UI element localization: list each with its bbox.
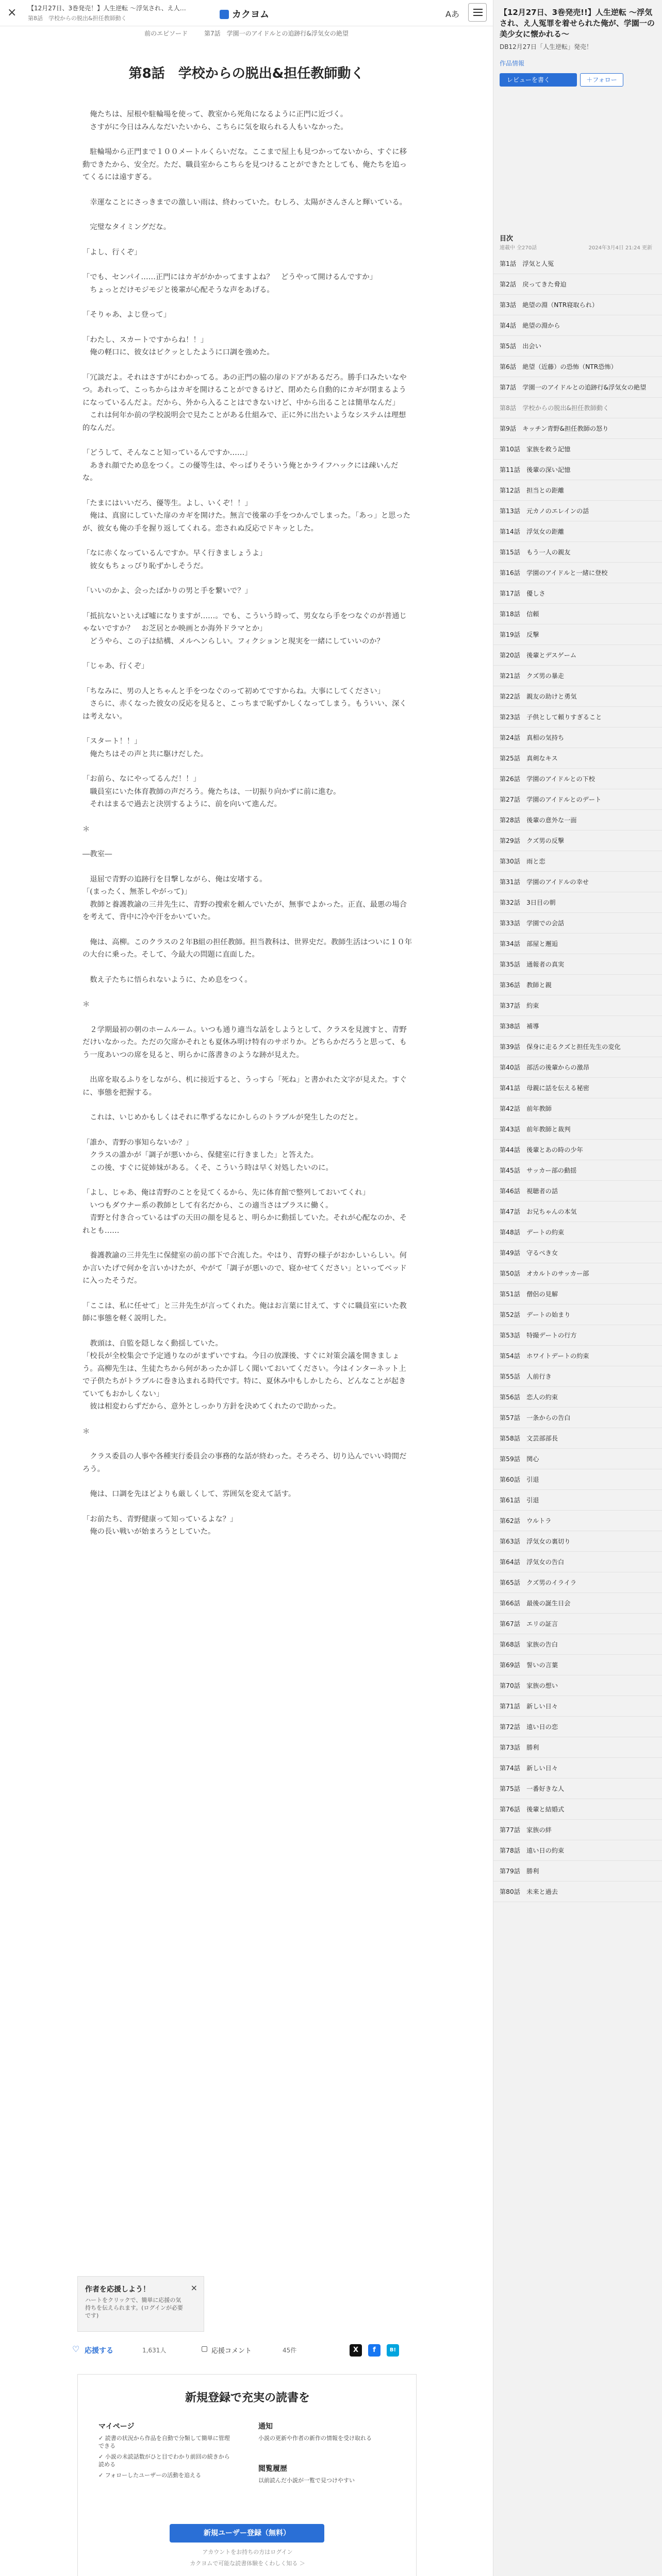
toc-item[interactable]: 第60話 引退: [493, 1469, 662, 1490]
cheer-popup-title: 作者を応援しよう！: [85, 2285, 150, 2294]
paragraph-spacer: [82, 673, 412, 685]
paragraph: ２学期最初の朝のホームルーム。いつも通り適当な話をしようとして、クラスを見渡すと、青野だけいなかった。ただの欠席かそれとも夏休み明け特有のサボりか。どちらかだろうと思って、もう一度あいつの席を見ると、明らかに落書きのような跡が見えた。: [82, 1025, 407, 1059]
paragraph: 「抵抗ないといえば嘘になりますが……。でも、こういう時って、男女なら手をつなぐのが普通じゃないですか？ お芝居とか映画とか海外ドラマとか」: [82, 612, 407, 633]
paragraph-spacer: [82, 836, 412, 848]
toc-item[interactable]: 第8話 学校からの脱出&担任教師動く: [493, 398, 662, 418]
paragraph: 教頭は、自監を隠しなく動揺していた。: [82, 1339, 223, 1348]
episode-title-short: 第8話 学校からの脱出&担任教師動く: [28, 15, 127, 22]
toc-item[interactable]: 第66話 最後の誕生日会: [493, 1593, 662, 1614]
paragraph-spacer: [82, 1287, 412, 1300]
mypage-feature-1: ✓ 読書の状況から作品を自動で分類して簡単に管理できる: [98, 2435, 230, 2449]
toc-item[interactable]: 第13話 元カノのエレインの話: [493, 501, 662, 521]
toc-item[interactable]: 第46話 視聴者の話: [493, 1181, 662, 1201]
toc-item[interactable]: 第12話 担当との距離: [493, 480, 662, 501]
toc-item[interactable]: 第49話 守るべき女: [493, 1243, 662, 1263]
paragraph-spacer: [82, 1413, 412, 1426]
login-link[interactable]: アカウントをお持ちの方はログイン: [202, 2549, 293, 2555]
paragraph: 「なに赤くなっているんですか。早く行きましょうよ」: [82, 549, 267, 557]
font-size-button[interactable]: Aあ: [445, 9, 459, 19]
toc-item[interactable]: 第63話 浮気女の裏切り: [493, 1531, 662, 1552]
paragraph: 出席を取るふりをしながら、机に接近すると、うっすら「死ね」と書かれた文字が見えた。すぐに、事態を把握する。: [82, 1076, 407, 1097]
paragraph-spacer: [82, 296, 412, 309]
paragraph: 教師と養護教諭の三井先生に、青野の捜索を頼んでいたが、無事でよかった。正直、最悪の場合を考えて、背中に冷や汗をかいていた。: [82, 900, 407, 921]
paragraph: さすがに今日はみんなだいたいから、こちらに気を取られる人もいなかった。: [82, 123, 348, 131]
toc-item[interactable]: 第48話 デートの約束: [493, 1222, 662, 1243]
paragraph: あきれ顔でため息をつく。この優等生は、やっぱりそういう俺とかライフハックには疎いんだな。: [82, 461, 399, 482]
paragraph: 「でも、センパイ……正門にはカギがかかってますよね？ どうやって開けるんですか」: [82, 273, 377, 281]
paragraph: 「ここは、私に任せて」と三井先生が言ってくれた。俺はお言葉に甘えて、すぐに職員室にいた教師に事態を軽く説明した。: [82, 1301, 407, 1323]
toc-item[interactable]: 第74話 新しい日々: [493, 1758, 662, 1778]
paragraph: 俺は、真窗にしていた扉のカギを開けた。無言で後輩の手をつかんでしまった。「あっ」と思ったが、彼女も俺の手を握り返してくれる。恋されぬ反応でドキッとした。: [82, 512, 411, 533]
toc-item[interactable]: 第45話 サッカー部の動揺: [493, 1160, 662, 1181]
menu-icon[interactable]: [468, 3, 487, 22]
toc-item[interactable]: 第24話 真相の気持ち: [493, 727, 662, 748]
toc-item[interactable]: 第40話 部活の後輩からの激昂: [493, 1057, 662, 1078]
toc-item[interactable]: 第79話 勝利: [493, 1861, 662, 1882]
toc-item[interactable]: 第58話 文芸部部長: [493, 1428, 662, 1449]
paragraph-spacer: [82, 924, 412, 936]
paragraph-spacer: [82, 986, 412, 998]
paragraph-spacer: [82, 1325, 412, 1337]
toc-item[interactable]: 第20話 後輩とデスゲーム: [493, 645, 662, 666]
toc-item[interactable]: 第44話 後輩とあの時の少年: [493, 1140, 662, 1160]
paragraph-spacer: [82, 234, 412, 246]
paragraph: 俺の軽口に、彼女はピクッとしたように口調を強めた。: [82, 348, 274, 357]
breadcrumb: [0, 29, 493, 38]
paragraph: 数え子たちに悟られないように、ため息をつく。: [82, 975, 252, 984]
site-logo[interactable]: カクヨム: [220, 7, 269, 21]
toc-item[interactable]: 第50話 オカルトのサッカー部: [493, 1263, 662, 1284]
toc-item[interactable]: 第35話 通報者の真実: [493, 954, 662, 975]
toc-list: [493, 253, 662, 1902]
more-info-link[interactable]: カクヨムで可能な読書体験をくわしく知る ＞: [190, 2560, 305, 2567]
paragraph-spacer: [82, 961, 412, 974]
toc-item[interactable]: 第27話 学園のアイドルとのデート: [493, 789, 662, 810]
paragraph: 「誰か、青野の事知らないか？」: [82, 1138, 193, 1147]
toc-heading: 目次: [500, 235, 514, 243]
comment-icon: ▢: [201, 2345, 208, 2353]
paragraph: 幸運なことにさっきまでの激しい雨は、終わっていた。むしろ、太陽がさんさんと輝いている。: [82, 198, 407, 207]
toc-item[interactable]: 第56話 恋人の約束: [493, 1387, 662, 1408]
paragraph-spacer: [82, 259, 412, 271]
toc-item[interactable]: 第9話 キッチン青野&担任教師の怒り: [493, 418, 662, 439]
paragraph: 退屈で青野の追跡行を目撃しながら、俺は安堵する。: [82, 875, 267, 884]
toc-item[interactable]: 第14話 浮気女の距離: [493, 521, 662, 542]
follow-button[interactable]: ＋フォロー: [580, 73, 623, 87]
toc-item[interactable]: 第41話 母親に話を伝える秘密: [493, 1078, 662, 1098]
paragraph-spacer: [82, 572, 412, 585]
toc-item[interactable]: 第70話 家族の想い: [493, 1675, 662, 1696]
paragraph: 俺の長い戦いが始まろうとしていた。: [82, 1528, 216, 1536]
cheer-button[interactable]: 応援する: [85, 2347, 113, 2355]
signup-panel: [77, 2374, 417, 2576]
paragraph-spacer: [82, 1438, 412, 1450]
signup-heading: 新規登録で充実の読書を: [185, 2392, 310, 2404]
paragraph-spacer: [82, 1124, 412, 1137]
toc-item[interactable]: 第78話 遠い日の約束: [493, 1840, 662, 1861]
history-feature: 以前読んだ小説が一覧で見つけやすい: [258, 2477, 355, 2484]
toc-item[interactable]: 第61話 引退: [493, 1490, 662, 1511]
toc-item[interactable]: 第10話 家族を救う記憶: [493, 439, 662, 460]
paragraph: 「お前たち、青野健康って知っているよな？」: [82, 1515, 238, 1523]
paragraph: 俺たちは、屋根や駐輪場を使って、教室から死角になるように正門に近づく。: [82, 110, 348, 118]
toc-item[interactable]: 第33話 学園での会話: [493, 913, 662, 934]
paragraph: 養護教諭の三井先生に保健室の前の部下で合流した。やはり、青野の様子がおかしいらしい。何か言いたげで何かを言いかけたが、やがて「調子が悪いので、寝かせてください」といってベッドに入ったそうだ。: [82, 1251, 407, 1285]
close-icon[interactable]: ×: [7, 6, 17, 19]
paragraph: 「スタート！！」: [82, 737, 142, 745]
toc-item[interactable]: 第39話 保身に走るクズと担任先生の変化: [493, 1037, 662, 1057]
toc-item[interactable]: 第38話 補導: [493, 1016, 662, 1037]
paragraph: さらに、赤くなった彼女の反応を見ると、こっちまで恥ずかしくなってしまう。もういい、深くは考えない。: [82, 700, 407, 721]
paragraph-spacer: [82, 209, 412, 221]
paragraph: 俺たちはその声と共に駆けだした。: [82, 750, 208, 758]
toc-item[interactable]: 第11話 後輩の深い記憶: [493, 460, 662, 480]
paragraph: ちょっとだけモジモジと後輩が心配そうな声をあげる。: [82, 285, 274, 294]
paragraph: 青野と付き合っているはずの天田の顔を見ると、明らかに動揺していた。それが心配なのか、それとも……: [82, 1214, 407, 1235]
paragraph: 「お前ら、なにやってるんだ！！」: [82, 775, 201, 783]
check-icon: ✓: [98, 2453, 105, 2460]
toc-item[interactable]: 第30話 雨と恋: [493, 851, 662, 872]
paragraph: 「いいのかよ、会ったばかりの男と手を繋いで？」: [82, 587, 252, 595]
episode-body: [82, 108, 412, 1538]
paragraph-spacer: [82, 1099, 412, 1111]
paragraph: これは、いじめかもしくはそれに準ずるなにかしらのトラブルが発生したのだと。: [82, 1113, 362, 1122]
toc-item[interactable]: 第62話 ウルトラ: [493, 1511, 662, 1531]
check-icon: ✓: [98, 2435, 105, 2442]
toc-item[interactable]: 第28話 後輩の意外な一面: [493, 810, 662, 831]
toc-item[interactable]: 第65話 クズ男のイライラ: [493, 1572, 662, 1593]
toc-item[interactable]: 第15話 もう一人の親友: [493, 542, 662, 563]
toc-item[interactable]: 第19話 反撃: [493, 624, 662, 645]
toc-item[interactable]: 第55話 人前行き: [493, 1366, 662, 1387]
toc-item[interactable]: 第26話 学園のアイドルとの下校: [493, 769, 662, 789]
cheer-popup: [77, 2276, 204, 2332]
toc-item[interactable]: 第37話 約束: [493, 995, 662, 1016]
paragraph-spacer: [82, 760, 412, 773]
hatena-share-icon[interactable]: B!: [387, 2344, 399, 2357]
toc-item[interactable]: 第5話 出会い: [493, 336, 662, 357]
paragraph: 「校長が全校集会で予定通りなのがまずいですね。今日の放課後、すぐに対策会議を開きましょう。高柳先生は、生徒たちから何があったか詳しく聞いておいてください。今はインターネット上で子供たちがトラブルに巻き込まれる時代です。特に、夏休み中もしかしたら、どんなことが起きていてもおかしくない」: [82, 1352, 406, 1398]
history-heading: 閲覧履歴: [258, 2465, 287, 2473]
toc-item[interactable]: 第67話 エリの証言: [493, 1614, 662, 1634]
paragraph-spacer: [82, 133, 412, 146]
paragraph-spacer: [82, 434, 412, 447]
prev-episode-title[interactable]: 第7話 学園一のアイドルとの追跡行&浮気女の絶望: [204, 30, 349, 37]
paragraph-spacer: [82, 485, 412, 497]
toc-item[interactable]: 第53話 特撮デートの行方: [493, 1325, 662, 1346]
paragraph: 「よし、行くぞ」: [82, 248, 142, 257]
paragraph-spacer: [82, 723, 412, 735]
x-share-icon[interactable]: X: [350, 2344, 362, 2357]
toc-item[interactable]: 第17話 優しさ: [493, 583, 662, 604]
prev-episode-link[interactable]: 前のエピソード: [144, 30, 188, 37]
paragraph: 「ちなみに、男の人とちゃんと手をつなぐのって初めてですからね。大事にしてください」: [82, 687, 385, 696]
paragraph: 職員室にいた体育教師の声だろう。俺たちは、一切振り向かずに前に進む。: [82, 787, 341, 796]
episode-title: 第8話 学校からの脱出&担任教師動く: [128, 66, 365, 81]
close-icon[interactable]: ×: [190, 2283, 197, 2293]
paragraph-spacer: [82, 861, 412, 873]
logo-icon: [220, 10, 229, 19]
paragraph: 「そりゃあ、よじ登って」: [82, 311, 171, 319]
paragraph-spacer: [82, 321, 412, 334]
paragraph: 完璧なタイミングだな。: [82, 223, 171, 231]
toc-item[interactable]: 第59話 関心: [493, 1449, 662, 1469]
paragraph-spacer: [82, 535, 412, 547]
paragraph-spacer: [82, 811, 412, 823]
paragraph: 「じゃあ、行くぞ」: [82, 662, 149, 670]
toc-item[interactable]: 第69話 誓いの言葉: [493, 1655, 662, 1675]
comment-count[interactable]: 45件: [283, 2347, 297, 2354]
paragraph: 「よし、じゃあ、俺は青野のことを見てくるから、先に体育館で整列しておいてくれ」: [82, 1189, 370, 1197]
cheer-popup-desc: ハートをクリックで、簡単に応援の気持ちを伝えられます。(ログインが必要です): [85, 2297, 183, 2319]
toc-item[interactable]: 第1話 浮気と人冤: [493, 253, 662, 274]
paragraph: それはまるで過去と決別するように、前を向いて進んだ。: [82, 800, 282, 808]
toc-item[interactable]: 第36話 教師と親: [493, 975, 662, 995]
paragraph-spacer: [82, 648, 412, 660]
paragraph-spacer: [82, 1011, 412, 1024]
paragraph: 俺は、口調を先ほどよりも厳しくして、雰囲気を変えて話す。: [82, 1490, 296, 1498]
toc-item[interactable]: 第29話 クズ男の反撃: [493, 831, 662, 851]
paragraph: 駐輪場から正門まで１００メートルくらいだな。ここまで屋上も見つかってないから、すぐに移動できたから、安全だ。ただ、職員室からこちらを見つけることができたとしても、俺たちを追ってくるには遠すぎる。: [82, 148, 407, 181]
toc-item[interactable]: 第18話 信頼: [493, 604, 662, 624]
toc-item[interactable]: 第3話 絶望の淵（NTR寝取られ）: [493, 295, 662, 315]
toc-item[interactable]: 第34話 部屋と邂逅: [493, 934, 662, 954]
paragraph: 彼は相変わらずだから、意外としっかり方針を決めてくれたので助かった。: [82, 1402, 341, 1411]
toc-item[interactable]: 第43話 前年教師と裁判: [493, 1119, 662, 1140]
toc-item[interactable]: 第6話 絶望（近藤）の恐怖（NTR恐怖）: [493, 357, 662, 377]
mypage-feature-3: ✓ フォローしたユーザーの活動を追える: [98, 2472, 202, 2479]
toc-item[interactable]: 第31話 学園のアイドルの幸せ: [493, 872, 662, 892]
register-button[interactable]: 新規ユーザー登録（無料）: [170, 2524, 324, 2543]
action-row: [72, 2343, 418, 2358]
review-button[interactable]: レビューを書く: [500, 73, 577, 87]
paragraph: 「わたし、スカートですからね！！」: [82, 335, 208, 344]
toc-item[interactable]: 第23話 子供として頼りすぎること: [493, 707, 662, 727]
toc-item[interactable]: 第47話 お兄ちゃんの本気: [493, 1201, 662, 1222]
toc-item[interactable]: 第68話 家族の告白: [493, 1634, 662, 1655]
facebook-share-icon[interactable]: f: [368, 2344, 380, 2357]
cheer-count[interactable]: 1,631人: [142, 2347, 167, 2354]
paragraph-spacer: [82, 598, 412, 610]
paragraph-spacer: [82, 1061, 412, 1074]
toc-item[interactable]: 第52話 デートの始まり: [493, 1304, 662, 1325]
paragraph: 「冗談だよ。それはさすがにわかってる。あの正門の脇の扉のドアがあるだろ。勝手口みたいなやつ。あれって、こっちからはカギを開けることができるけど、閉めたら自動的にカギが閉まるようになっているんだよ。だから、外から入ることはできないけど、中から出ることは簡単なんだ」: [82, 373, 407, 407]
sidebar: [493, 0, 662, 2576]
toc-item[interactable]: 第16話 学園のアイドルと一緒に登校: [493, 563, 662, 583]
paragraph: 「たまにはいいだろ、優等生。よし、いくぞ！！」: [82, 499, 252, 507]
paragraph: どうやら、この子は結構、メルヘンらしい。フィクションと現実を一緒にしていいのか？: [82, 637, 384, 646]
paragraph-spacer: [82, 1174, 412, 1187]
toc-meta: 連載中 全270話 2024年3月4日 21:24 更新: [500, 245, 652, 251]
paragraph-spacer: [82, 1476, 412, 1488]
paragraph: 彼女もちょっぴり恥ずかしそうだ。: [82, 562, 208, 570]
paragraph: これは何年か前の学校説明会で見たことがある仕組みで、正に外に出たいようなシステムは理想的なんだ。: [82, 411, 406, 432]
paragraph-spacer: [82, 184, 412, 196]
work-title[interactable]: 【12月27日、3巻発売!!】人生逆転 ～浮気され、え人冤罪を着せられた俺が、学園一の美少女に懐かれる～: [500, 8, 655, 39]
toc-item[interactable]: 第25話 真剣なキス: [493, 748, 662, 769]
toc-item[interactable]: 第64話 浮気女の告白: [493, 1552, 662, 1572]
mypage-heading: マイページ: [98, 2422, 135, 2431]
paragraph: クラス委員の人事や各種実行委員会の事務的な話が終わった。そろそろ、切り込んでいい時間だろう。: [82, 1452, 407, 1473]
toc-item[interactable]: 第42話 前年教師: [493, 1098, 662, 1119]
paragraph: 俺は、高柳。このクラスの２年B組の担任教師。担当教科は、世界史だ。教師生活はついに１０年の大台に乗った。そして、今最大の問題に直面した。: [82, 938, 412, 959]
toc-item[interactable]: 第2話 戻ってきた脅迫: [493, 274, 662, 295]
mypage-feature-2: ✓ 小説の未読話数がひと目でわかり前回の続きから読める: [98, 2453, 230, 2468]
paragraph-spacer: [82, 1501, 412, 1513]
toc-item[interactable]: 第51話 僧侶の見解: [493, 1284, 662, 1304]
toc-item[interactable]: 第22話 親友の助けと勇気: [493, 686, 662, 707]
toc-item[interactable]: 第76話 後輩と結婚式: [493, 1799, 662, 1820]
toc-item[interactable]: 第7話 学園一のアイドルとの追跡行&浮気女の絶望: [493, 377, 662, 398]
paragraph: クラスの誰かが「調子が悪いから、保健室に行きました」と答えた。: [82, 1151, 319, 1159]
toc-item[interactable]: 第77話 家族の絆: [493, 1820, 662, 1840]
paragraph-spacer: [82, 1237, 412, 1249]
paragraph-spacer: [82, 359, 412, 371]
paragraph: ―教室―: [82, 850, 112, 858]
heart-icon[interactable]: ♡: [72, 2344, 80, 2354]
paragraph: この後、すぐに従姉妹がある。くそ、こういう時は早く対処したいのに。: [82, 1163, 333, 1172]
paragraph: いつもダウナー系の教師として有名だから、この適当さはプラスに働く。: [82, 1201, 333, 1210]
notify-heading: 通知: [258, 2422, 273, 2431]
toc-item[interactable]: 第80話 未来と過去: [493, 1882, 662, 1902]
toc-item[interactable]: 第54話 ホワイトデートの約束: [493, 1346, 662, 1366]
toc-item[interactable]: 第73話 勝利: [493, 1737, 662, 1758]
comment-button[interactable]: 応援コメント: [211, 2347, 252, 2355]
paragraph: ＊: [82, 1427, 90, 1436]
toc-item[interactable]: 第75話 一番好きな人: [493, 1778, 662, 1799]
toc-item[interactable]: 第71話 新しい日々: [493, 1696, 662, 1717]
toc-item[interactable]: 第57話 一条からの告白: [493, 1408, 662, 1428]
toc-item[interactable]: 第32話 3日目の朝: [493, 892, 662, 913]
paragraph: 「(まったく、無茶しやがって)」: [82, 888, 192, 896]
toc-item[interactable]: 第21話 クズ男の暴走: [493, 666, 662, 686]
paragraph: 「どうして、そんなこと知っているんですか……」: [82, 449, 252, 457]
paragraph: ＊: [82, 825, 90, 834]
work-subtitle: DB12月27日「人生逆転」発売！: [500, 43, 593, 50]
toc-item[interactable]: 第4話 絶望の淵から: [493, 315, 662, 336]
work-title-short: 【12月27日、3巻発売！】人生逆転 ～浮気され、え人…: [28, 5, 186, 12]
toc-item[interactable]: 第72話 遠い日の恋: [493, 1717, 662, 1737]
notify-feature: 小説の更新や作者の新作の情報を受け取れる: [258, 2435, 372, 2442]
paragraph: ＊: [82, 1001, 90, 1009]
check-icon: ✓: [98, 2472, 105, 2479]
work-info-link[interactable]: 作品情報: [500, 60, 525, 67]
